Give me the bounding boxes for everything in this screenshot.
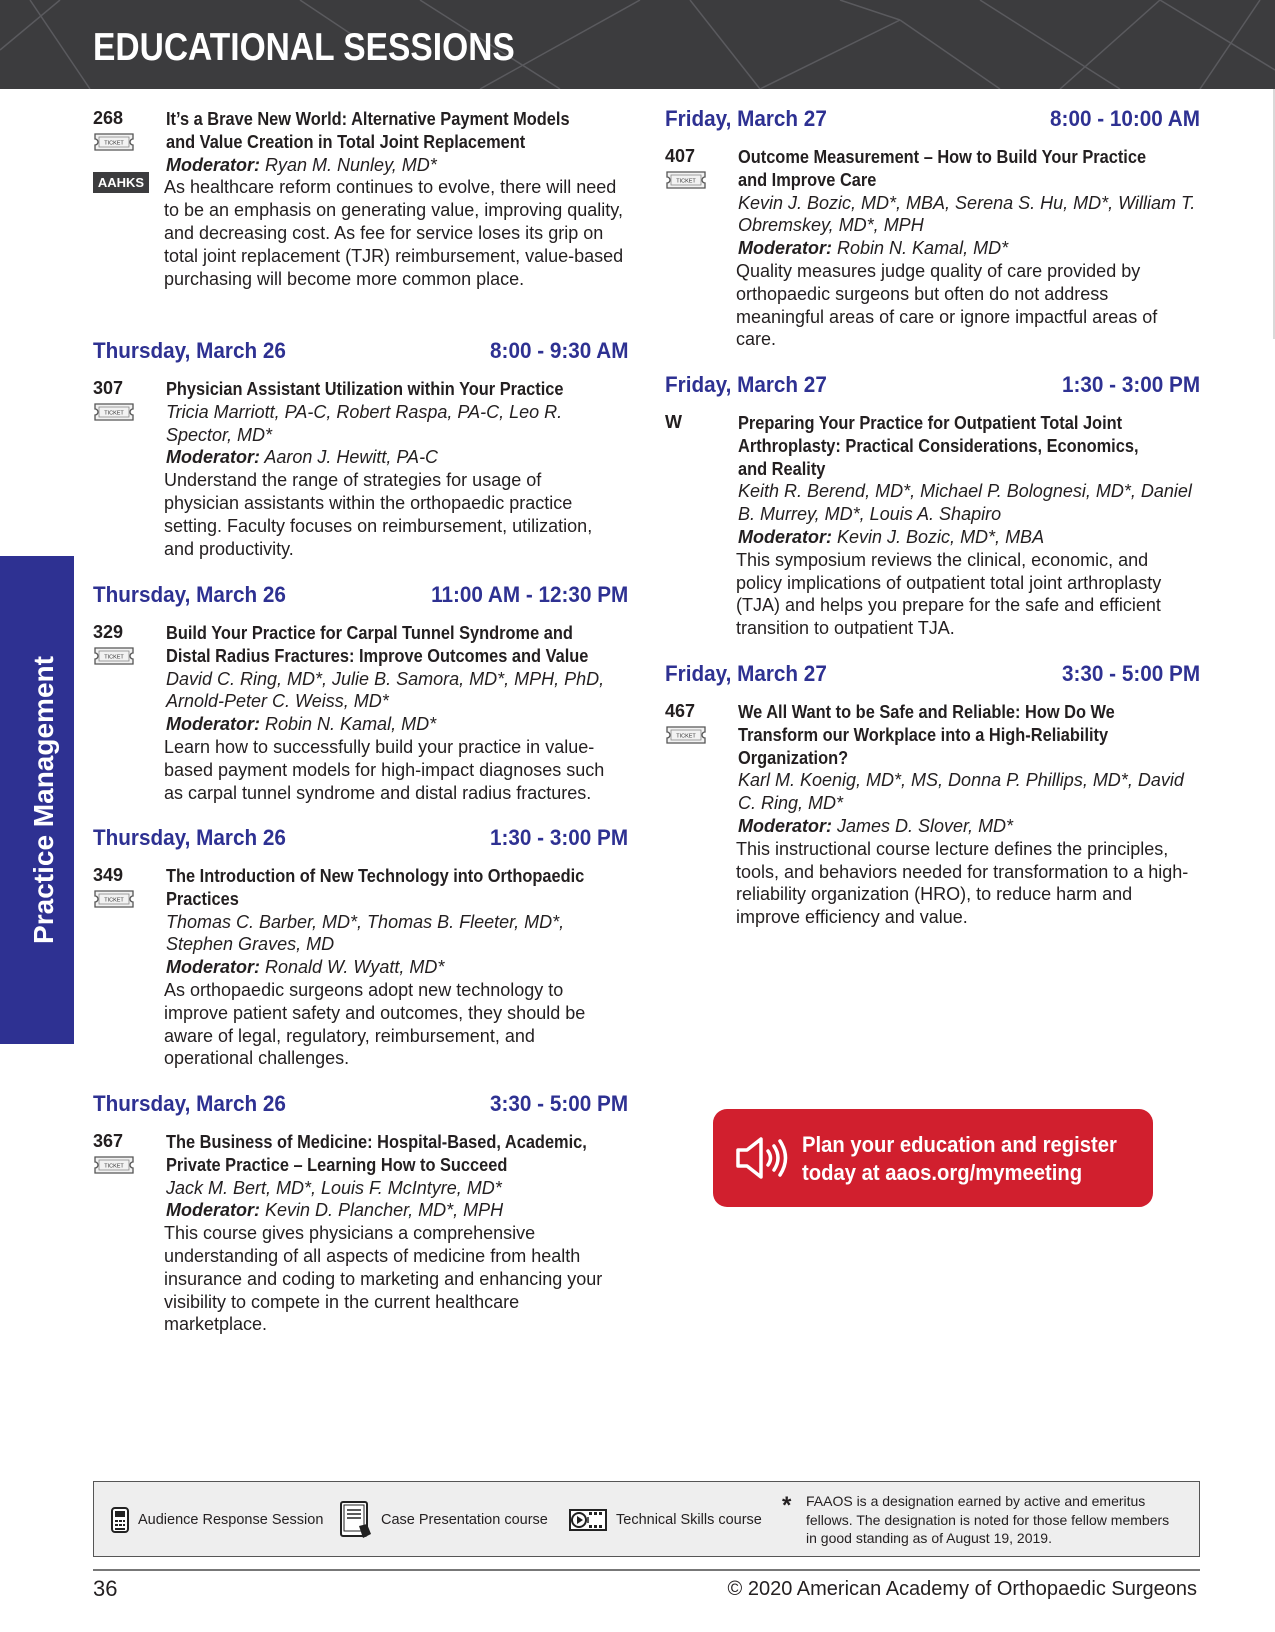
session-number: 407	[665, 146, 696, 166]
session-number: 268	[93, 108, 124, 128]
session-moderator: Moderator: Kevin J. Bozic, MD*, MBA	[738, 526, 1045, 547]
session-moderator: Moderator: Aaron J. Hewitt, PA-C	[166, 447, 439, 468]
ticket-icon	[665, 725, 707, 745]
svg-text:TICKET: TICKET	[104, 410, 124, 417]
legend-label: Technical Skills course	[616, 1512, 762, 1528]
session-title: Physician Assistant Utilization within Your Practice	[166, 379, 564, 399]
session-number: 367	[93, 1131, 124, 1151]
session-moderator: Moderator: Robin N. Kamal, MD*	[166, 714, 437, 735]
session-description: Quality measures judge quality of care provided by orthopaedic surgeons but often do not address meaningful areas of care or ignore impactful areas of care.	[736, 260, 1158, 350]
session-moderator: Moderator: Robin N. Kamal, MD*	[738, 238, 1009, 259]
session-faculty: Kevin J. Bozic, MD*, MBA, Serena S. Hu, MD*, William T. Obremskey, MD*, MPH	[738, 192, 1196, 236]
legend-box	[93, 1481, 1200, 1557]
session-title: We All Want to be Safe and Reliable: How Do We Transform our Workplace into a High-Reliability Organization?	[738, 702, 1115, 768]
day-time-header	[665, 661, 1200, 691]
session-title: Outcome Measurement – How to Build Your Practice and Improve Care	[738, 147, 1147, 190]
session-description: Learn how to successfully build your practice in value-based payment models for high-impact diagnoses such as carpal tunnel syndrome and distal radius fractures.	[164, 736, 605, 803]
session-moderator: Moderator: Ryan M. Nunley, MD*	[166, 154, 437, 175]
session-moderator: Moderator: James D. Slover, MD*	[738, 815, 1014, 836]
page-title: EDUCATIONAL SESSIONS	[93, 26, 515, 69]
session-day: Thursday, March 26	[93, 338, 286, 363]
session-number: 329	[93, 622, 124, 642]
session-faculty: Tricia Marriott, PA-C, Robert Raspa, PA-C, Leo R. Spector, MD*	[166, 401, 563, 445]
speaker-icon	[735, 1135, 791, 1181]
svg-text:TICKET: TICKET	[104, 654, 124, 661]
svg-text:TICKET: TICKET	[104, 1163, 124, 1170]
asterisk-mark: *	[782, 1492, 792, 1519]
cta-text: Plan your education and register today at aaos.org/mymeeting	[802, 1132, 1117, 1185]
session-title: Preparing Your Practice for Outpatient Total Joint Arthroplasty: Practical Considerations, Economics, and Reality	[738, 413, 1139, 479]
session-time: 1:30 - 3:00 PM	[1061, 372, 1200, 397]
section-side-tab-label: Practice Management	[28, 656, 59, 944]
session-time: 8:00 - 9:30 AM	[489, 338, 628, 363]
session-description: This instructional course lecture defines the principles, tools, and behaviors needed for transformation to a high-reliability organization (HRO), to reduce harm and improve efficiency and value.	[736, 838, 1189, 928]
copyright: © 2020 American Academy of Orthopaedic Surgeons	[727, 1578, 1197, 1600]
svg-text:TICKET: TICKET	[676, 733, 696, 740]
legend-audience-response	[110, 1482, 323, 1558]
day-time-header	[93, 825, 628, 855]
day-time-header	[93, 338, 628, 368]
legend-technical-skills	[568, 1482, 762, 1558]
session-description: As healthcare reform continues to evolve, there will need to be an emphasis on generating value, improving quality, and decreasing cost. As fee for service loses its grip on total joint replacement (TJR) reimbursement, value-based purchasing will become more common place.	[164, 177, 624, 289]
session-day: Thursday, March 26	[93, 582, 286, 607]
tablet-icon	[339, 1500, 373, 1540]
session-faculty: Karl M. Koenig, MD*, MS, Donna P. Phillips, MD*, David C. Ring, MD*	[738, 770, 1184, 814]
footer-rule	[93, 1569, 1200, 1571]
session-faculty: Jack M. Bert, MD*, Louis F. McIntyre, MD*	[166, 1177, 502, 1198]
session-description: As orthopaedic surgeons adopt new technology to improve patient safety and outcomes, they should be aware of legal, regulatory, reimbursement, and operational challenges.	[164, 979, 586, 1069]
day-time-header	[93, 1091, 628, 1121]
session-number: W	[665, 412, 682, 432]
session-number: 467	[665, 701, 696, 721]
ticket-icon	[93, 889, 135, 909]
ticket-icon	[93, 1155, 135, 1175]
day-time-header	[665, 372, 1200, 402]
session-time: 3:30 - 5:00 PM	[489, 1091, 628, 1116]
header-band	[0, 0, 1275, 89]
session-time: 1:30 - 3:00 PM	[489, 825, 628, 850]
session-title: The Business of Medicine: Hospital-Based, Academic, Private Practice – Learning How to Succeed	[166, 1132, 587, 1175]
ticket-icon	[665, 170, 707, 190]
faaos-note: FAAOS is a designation earned by active and emeritus fellows. The designation is noted for those fellow members in good standing as of August 19, 2019.	[806, 1493, 1170, 1546]
session-description: Understand the range of strategies for usage of physician assistants within the orthopaedic practice setting. Faculty focuses on reimbursement, utilization, and productivity.	[164, 470, 593, 559]
session-number: 307	[93, 378, 124, 398]
session-title: It’s a Brave New World: Alternative Payment Models and Value Creation in Total Joint Replacement	[166, 109, 570, 152]
session-description: This symposium reviews the clinical, economic, and policy implications of outpatient total joint arthroplasty (TJA) and helps you prepare for the safe and efficient transition to outpatient TJA.	[736, 549, 1162, 639]
svg-text:TICKET: TICKET	[104, 140, 124, 147]
session-faculty: David C. Ring, MD*, Julie B. Samora, MD*, MPH, PhD, Arnold-Peter C. Weiss, MD*	[166, 668, 605, 712]
aahks-badge: AAHKS	[93, 172, 149, 193]
day-time-header	[93, 582, 628, 612]
legend-label: Case Presentation course	[381, 1512, 548, 1528]
film-icon	[568, 1508, 608, 1532]
session-268	[93, 108, 633, 318]
session-number: 349	[93, 865, 124, 885]
legend-label: Audience Response Session	[138, 1512, 324, 1528]
ticket-icon	[93, 132, 135, 152]
session-title: Build Your Practice for Carpal Tunnel Syndrome and Distal Radius Fractures: Improve Outcomes and Value	[166, 623, 589, 666]
session-title: The Introduction of New Technology into Orthopaedic Practices	[166, 866, 585, 909]
session-description: This course gives physicians a comprehensive understanding of all aspects of medicine from health insurance and coding to marketing and enhancing your visibility to compete in the current healthcare marketplace.	[164, 1223, 603, 1335]
session-day: Friday, March 27	[665, 661, 827, 686]
svg-text:TICKET: TICKET	[676, 178, 696, 185]
register-cta-banner[interactable]	[713, 1109, 1153, 1207]
session-day: Thursday, March 26	[93, 1091, 286, 1116]
ticket-icon	[93, 402, 135, 422]
session-day: Thursday, March 26	[93, 825, 286, 850]
page-number: 36	[93, 1576, 118, 1601]
session-moderator: Moderator: Kevin D. Plancher, MD*, MPH	[166, 1200, 504, 1221]
session-time: 3:30 - 5:00 PM	[1061, 661, 1200, 686]
ticket-icon	[93, 646, 135, 666]
clicker-icon	[110, 1506, 130, 1534]
session-faculty: Keith R. Berend, MD*, Michael P. Bolognesi, MD*, Daniel B. Murrey, MD*, Louis A. Shapiro	[738, 481, 1192, 525]
session-time: 8:00 - 10:00 AM	[1050, 106, 1200, 131]
legend-case-presentation	[339, 1482, 548, 1558]
session-time: 11:00 AM - 12:30 PM	[430, 582, 628, 607]
session-day: Friday, March 27	[665, 372, 827, 397]
svg-text:TICKET: TICKET	[104, 897, 124, 904]
session-moderator: Moderator: Ronald W. Wyatt, MD*	[166, 957, 445, 978]
session-faculty: Thomas C. Barber, MD*, Thomas B. Fleeter, MD*, Stephen Graves, MD	[166, 911, 565, 955]
session-day: Friday, March 27	[665, 106, 827, 131]
day-time-header	[665, 106, 1200, 136]
